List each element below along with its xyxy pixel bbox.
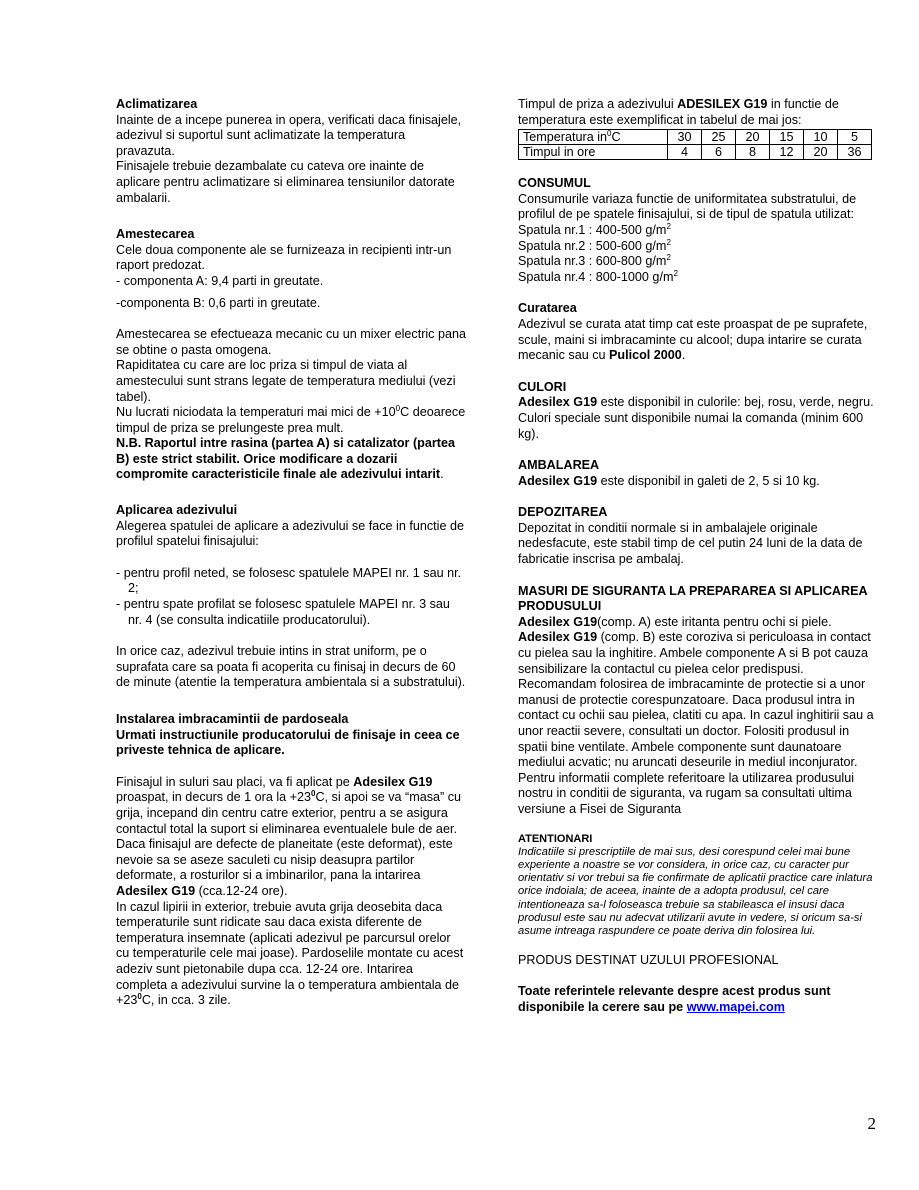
paragraph: Amestecarea se efectueaza mecanic cu un mixer electric pana se obtine o pasta omogena.: [116, 327, 466, 357]
paragraph: Alegerea spatulei de aplicare a adezivului se face in functie de profilul spatelui finisajului:: [116, 518, 464, 549]
section-title: ATENTIONARI: [518, 832, 593, 845]
list-item: - pentru profil neted, se folosesc spatulele MAPEI nr. 1 sau nr. 2;: [116, 565, 462, 596]
disclaimer: Indicatiile si prescriptiile de mai sus, desi corespund celei mai bune experiente a noastre se vor considera, in orice caz, cu caracter pur orientativ si vor trebui sa fie confirmate de aplicatii practice care inlatura orice indoiala; de aceea, inainte de a adopta produsul, cel care intentioneaza sa-l foloseasca trebuie sa stabileasca el insusi daca produsul este sau nu adecvat utilizarii avute in vedere, si oricum sa-si asume intreaga raspundere ce poate deriva din folosirea lui.: [518, 845, 873, 938]
spatula-line: [518, 239, 874, 255]
text: Daca finisajul are defecte de planeitate (este deformat), este nevoie sa se aseze saculeti cu nisip deasupra partilor deformate, a rosturilor si a imbinarilor, pana la intarirea: [116, 837, 453, 883]
superscript: 2: [673, 268, 678, 278]
paragraph: Rapiditatea cu care are loc priza si timpul de viata al amestecului sunt strans legate de temperatura mediului (vezi tabel).: [116, 358, 456, 404]
section-aclimatizarea: [116, 97, 466, 206]
text: proaspat, in decurs de 1 ora la +23: [116, 790, 311, 805]
paragraph: Depozitat in conditii normale si in ambalajele originale nedesfacute, este stabil timp de cel putin 24 luni de la data de fabricatie inscrisa pe ambalaj.: [518, 520, 863, 567]
product-name: Adesilex G19: [518, 395, 598, 410]
table-header-cell: Timpul in ore: [519, 145, 668, 160]
component-a: - componenta A: 9,4 parti in greutate.: [116, 273, 324, 288]
section-amestecarea: [116, 227, 466, 483]
text: Finisajul in suluri sau placi, va fi aplicat pe: [116, 774, 354, 789]
paragraph: Cele doua componente ale se furnizeaza in recipienti intr-un raport predozat.: [116, 242, 452, 273]
left-column: [116, 97, 466, 1009]
section-title: Instalarea imbracamintii de pardoseala: [116, 712, 349, 726]
table-cell: 12: [770, 145, 804, 160]
text: (comp. B) este coroziva si periculoasa in contact cu pielea sau la inghitire. Ambele componente A si B pot cauza sensibilizare la contactul cu pielea celor predispusi. Recomandam folosirea de imbracaminte de protectie si a unor manusi de protectie corespunzatoare. Daca produsul intra in contact cu ochii sau pielea, clatiti cu apa. In cazul inghitirii sau a unor reactii severe, consultati un doctor. Folositi produsul in spatii bine ventilate. Ambele componente sunt daunatoare mediului acvatic; nu aruncati deseurile in mediul inconjurator. Pentru informatii complete referitoare la utilizarea produsului nostru in conditii de siguranta, va rugam sa consultati ultima versiune a Fisei de Siguranta: [518, 630, 874, 816]
text: Nu lucrati niciodata la temperaturi mai mici de +10: [116, 405, 396, 420]
paragraph: In orice caz, adezivul trebuie intins in strat uniform, pe o suprafata care sa poata fi acoperita cu finisaj in decurs de 60 de minute (atentie la temperatura ambientala si a substratului).: [116, 644, 466, 690]
paragraph: [518, 97, 874, 128]
paragraph: [518, 474, 874, 490]
text: Toate referintele relevante despre acest produs sunt disponibile la cerere sau pe: [518, 984, 831, 1014]
table-cell: 25: [702, 130, 736, 145]
table-cell: 5: [838, 130, 872, 145]
product-name: Pulicol 2000: [609, 348, 682, 363]
text: Spatula nr.4 : 800-1000 g/m: [518, 269, 674, 284]
text: .: [681, 348, 686, 363]
text: Temperatura in: [523, 130, 607, 145]
text: .: [440, 467, 444, 482]
text: este disponibil in galeti de 2, 5 si 10 kg.: [597, 473, 820, 488]
superscript: 0: [607, 129, 612, 139]
text: Spatula nr.2 : 500-600 g/m: [518, 238, 667, 253]
text: Spatula nr.3 : 600-800 g/m: [518, 254, 667, 269]
table-header-cell: [519, 130, 668, 145]
list-item: - pentru spate profilat se folosesc spatulele MAPEI nr. 3 sau nr. 4 (se consulta indicatiile producatorului).: [116, 597, 450, 627]
nb-note: [116, 436, 466, 483]
section-title: Amestecarea: [116, 227, 195, 242]
superscript: 0: [395, 404, 401, 414]
section-culori: [518, 380, 874, 442]
product-name: Adesilex G19: [518, 473, 598, 488]
table-cell: 15: [770, 130, 804, 145]
paragraph: [518, 317, 874, 364]
section-subtitle: Urmati instructiunile producatorului de finisaje in ceea ce priveste tehnica de aplicare.: [116, 727, 460, 758]
superscript: 2: [666, 253, 671, 263]
superscript: 0: [137, 992, 142, 1002]
text: Timpul de priza a adezivului: [518, 97, 678, 111]
text: (comp. A) este iritanta pentru ochi si piele.: [597, 614, 832, 629]
text: (cca.12-24 ore).: [195, 883, 288, 898]
table-row: [519, 145, 872, 160]
section-title: CULORI: [518, 379, 567, 394]
table-cell: 6: [702, 145, 736, 160]
text: Spatula nr.1 : 400-500 g/m: [518, 222, 667, 237]
professional-use-note: PRODUS DESTINAT UZULUI PROFESIONAL: [518, 952, 779, 967]
mapei-website-link[interactable]: www.mapei.com: [686, 999, 785, 1014]
setting-time-table: [518, 129, 872, 160]
paragraph: [518, 395, 874, 442]
product-name: ADESILEX G19: [677, 97, 768, 111]
product-name: Adesilex G19: [116, 883, 196, 898]
table-cell: 4: [668, 145, 702, 160]
table-cell: 36: [838, 145, 872, 160]
product-name: Adesilex G19: [518, 614, 598, 629]
section-title: AMBALAREA: [518, 458, 600, 473]
paragraph: [518, 630, 874, 817]
section-atentionari: [518, 832, 874, 939]
superscript: 2: [666, 237, 671, 247]
paragraph: Inainte de a incepe punerea in opera, verificati daca finisajele, adezivul si suportul sunt aclimatizate la temperatura pravazuta.: [116, 112, 462, 158]
text: este disponibil in culorile: bej, rosu, verde, negru. Culori speciale sunt disponibile numai la comanda (minim 600 kg).: [518, 395, 874, 441]
section-title: Curatarea: [518, 301, 577, 316]
text: In cazul lipirii in exterior, trebuie avuta grija deosebita daca temperaturile sunt ridicate sau daca exista diferente de temperatura insemnate (aplicati adezivul pe parcursul orelor cu temperaturile cele mai joase). Pardoselile montate cu acest adeziv sunt pietonabile dupa cca. 12-24 ore. Intarirea completa a adezivului survine la o temperatura ambientala de +23: [116, 899, 464, 1008]
section-consumul: [518, 176, 874, 285]
right-column: [518, 97, 874, 1015]
paragraph: Consumurile variaza functie de uniformitatea substratului, de profilul de pe spatele finisajului, si de tipul de spatula utilizat:: [518, 191, 857, 222]
section-ambalarea: [518, 458, 874, 489]
text: in functie de temperatura este exemplificat in tabelul de mai jos:: [518, 97, 839, 127]
table-cell: 10: [804, 130, 838, 145]
table-cell: 20: [736, 130, 770, 145]
text: C, in cca. 3 zile.: [141, 993, 231, 1008]
section-referinte: [518, 984, 874, 1015]
text: Adezivul se curata atat timp cat este proaspat de pe suprafete, scule, maini si imbracaminte cu alcool; dupa intarire se curata mecanic sau cu: [518, 316, 868, 363]
paragraph: [116, 405, 466, 436]
paragraph: Finisajele trebuie dezambalate cu cateva ore inainte de aplicare pentru aclimatizare si eliminarea tensiunilor datorate ambalarii.: [116, 159, 455, 205]
section-instalarea: [116, 712, 466, 1009]
table-cell: 20: [804, 145, 838, 160]
text: C: [611, 130, 621, 145]
spatula-line: [518, 223, 874, 239]
table-cell: 30: [668, 130, 702, 145]
section-title: DEPOZITAREA: [518, 505, 608, 520]
paragraph: [518, 615, 874, 631]
section-title: CONSUMUL: [518, 176, 591, 191]
table-cell: 8: [736, 145, 770, 160]
paragraph: [116, 775, 466, 837]
section-aplicarea: [116, 503, 466, 691]
product-name: Adesilex G19: [518, 630, 598, 645]
section-masuri-siguranta: [518, 584, 874, 818]
references-note: [518, 984, 874, 1015]
section-title: MASURI DE SIGURANTA LA PREPARAREA SI APLICAREA PRODUSULUI: [518, 583, 868, 614]
table-row: [519, 130, 872, 145]
superscript: 0: [310, 789, 316, 799]
section-timpul-de-priza: [518, 97, 874, 160]
product-name: Adesilex G19: [353, 774, 433, 789]
text: C, si apoi se va “masa” cu grija, incepand din centru catre exterior, pentru a se asigura contactul total la suport si eliminarea eventualele bule de aer.: [116, 790, 462, 836]
text: C deoarece timpul de priza se prelungeste prea mult.: [116, 405, 466, 435]
section-profesional: [518, 953, 874, 969]
component-b: -componenta B: 0,6 parti in greutate.: [116, 295, 321, 310]
text: N.B. Raportul intre rasina (partea A) si catalizator (partea B) este strict stabilit. Orice modificare a dozarii compromite caracteristicile finale ale adezivului intarit: [116, 436, 455, 482]
section-curatarea: [518, 301, 874, 363]
spatula-line: [518, 270, 874, 286]
section-title: Aclimatizarea: [116, 97, 198, 111]
section-depozitarea: [518, 505, 874, 567]
section-title: Aplicarea adezivului: [116, 503, 238, 518]
spatula-line: [518, 254, 874, 270]
paragraph: [116, 837, 466, 899]
superscript: 2: [666, 221, 671, 231]
paragraph: [116, 900, 466, 1009]
page-number: 2: [867, 1114, 876, 1133]
